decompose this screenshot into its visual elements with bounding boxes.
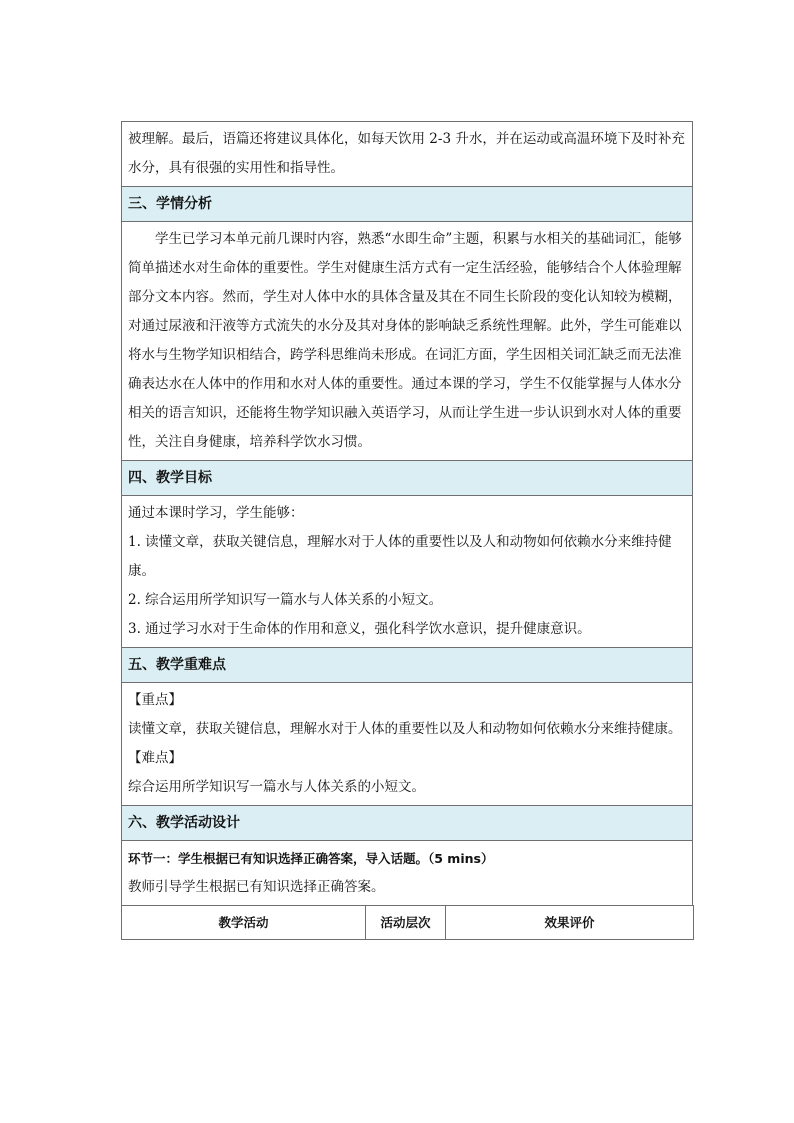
key-point-label: 【重点】 <box>128 692 182 708</box>
goal-item: 2. 综合运用所学知识写一篇水与人体关系的小短文。 <box>128 592 443 608</box>
section-title: 三、学情分析 <box>128 196 212 212</box>
step-one-title: 环节一：学生根据已有知识选择正确答案，导入话题。（5 mins） <box>128 851 494 866</box>
section-header-key-difficult-points <box>122 648 693 683</box>
difficult-point-text: 综合运用所学知识写一篇水与人体关系的小短文。 <box>128 779 425 795</box>
section-header-learner-analysis <box>122 187 693 222</box>
activity-header-table <box>121 905 694 940</box>
intro-paragraph: 被理解。最后，语篇还将建议具体化，如每天饮用 2-3 升水，并在运动或高温环境下及时补充水分，具有很强的实用性和指导性。 <box>128 131 685 176</box>
goal-item: 1. 读懂文章，获取关键信息，理解水对于人体的重要性以及人和动物如何依赖水分来维持健康。 <box>128 534 672 579</box>
difficult-point-label: 【难点】 <box>128 750 182 766</box>
key-point-text: 读懂文章，获取关键信息，理解水对于人体的重要性以及人和动物如何依赖水分来维持健康。 <box>128 721 682 737</box>
section-title: 六、教学活动设计 <box>128 815 240 831</box>
teaching-goals-cell <box>122 496 693 648</box>
section-header-activity-design <box>122 806 693 841</box>
activity-step-cell <box>122 841 693 906</box>
step-one-text: 教师引导学生根据已有知识选择正确答案。 <box>128 879 385 895</box>
lesson-plan-document <box>121 121 693 940</box>
section-header-teaching-goals <box>122 461 693 496</box>
section-title: 四、教学目标 <box>128 470 212 486</box>
learner-analysis-cell <box>122 222 693 461</box>
column-header-activity: 教学活动 <box>122 906 366 940</box>
section-title: 五、教学重难点 <box>128 657 226 673</box>
learner-analysis-paragraph: 学生已学习本单元前几课时内容，熟悉“水即生命”主题，积累与水相关的基础词汇，能够简单描述水对生命体的重要性。学生对健康生活方式有一定生活经验，能够结合个人体验理解部分文本内容。然而，学生对人体中水的具体含量及其在不同生长阶段的变化认知较为模糊，对通过尿液和汗液等方式流失的水分及其对身体的影响缺乏系统性理解。此外，学生可能难以将水与生物学知识相结合，跨学科思维尚未形成。在词汇方面，学生因相关词汇缺乏而无法准确表达水在人体中的作用和水对人体的重要性。通过本课的学习，学生不仅能掌握与人体水分相关的语言知识，还能将生物学知识融入英语学习，从而让学生进一步认识到水对人体的重要性，关注自身健康，培养科学饮水习惯。 <box>128 231 682 450</box>
intro-cell <box>122 122 693 187</box>
column-header-evaluation: 效果评价 <box>446 906 694 940</box>
lesson-plan-table <box>121 121 693 906</box>
column-header-level: 活动层次 <box>366 906 446 940</box>
key-difficult-points-cell <box>122 683 693 806</box>
goal-item: 3. 通过学习水对于生命体的作用和意义，强化科学饮水意识，提升健康意识。 <box>128 621 591 637</box>
goals-lead: 通过本课时学习，学生能够： <box>128 505 304 521</box>
